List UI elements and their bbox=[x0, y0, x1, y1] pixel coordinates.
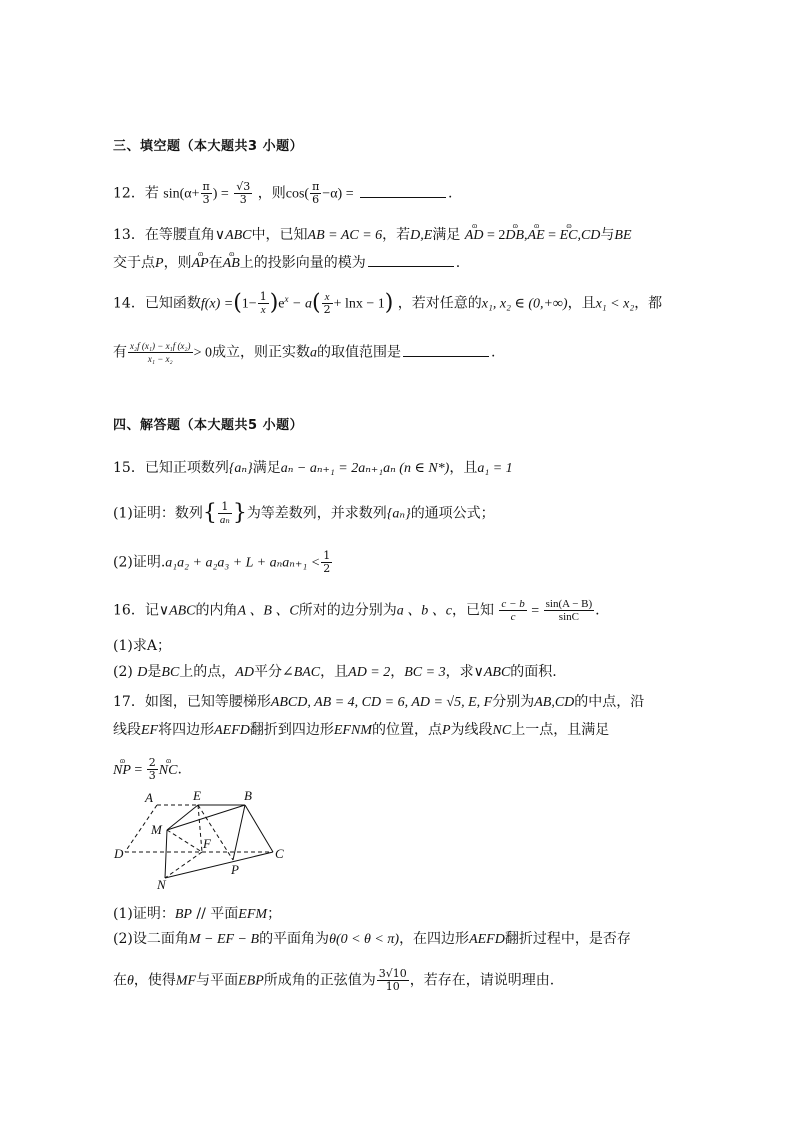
vector-ec: ɷ EC bbox=[560, 227, 578, 245]
vector-nc: ɷ NC bbox=[159, 762, 178, 780]
section-4-heading: 四、解答题（本大题共5 小题） bbox=[113, 418, 304, 433]
label-m: M bbox=[151, 822, 162, 837]
fraction-pi-6: $\frac{\pi}{6}$ bbox=[312, 180, 320, 206]
fraction-pi-3: $\frac{\pi}{3}$ bbox=[202, 180, 210, 206]
label-d: D bbox=[114, 846, 124, 861]
vector-db: ɷ DB bbox=[505, 227, 524, 245]
question-12: 12．若 sin(α+ $\frac{\pi}{3}$ ) = $\frac{√3}{3}$ ，则cos( $\frac{\pi}{6}$ −α) = . bbox=[113, 180, 453, 206]
question-16-part-1: (1)求A； bbox=[113, 638, 171, 654]
edge-f-n-dashed bbox=[165, 852, 202, 878]
geometry-figure bbox=[105, 788, 305, 898]
question-17-part-2-line-2: 在θ，使得MF与平面EBP所成角的正弦值为 $\frac{3√10}{10}$ ，若存在，请说明理由. bbox=[113, 967, 555, 993]
vector-ad: ɷ AD bbox=[465, 227, 484, 245]
label-n: N bbox=[157, 877, 166, 892]
edge-m-n bbox=[165, 830, 167, 878]
label-e: E bbox=[193, 788, 201, 803]
question-17-part-2: (2)设二面角M − EF − B的平面角为θ(0 < θ < π)，在四边形AEFD翻折过程中，是否存 bbox=[113, 931, 631, 947]
edge-m-f-dashed bbox=[167, 830, 202, 852]
section-3-heading: 三、填空题（本大题共3 小题） bbox=[113, 139, 304, 154]
question-16-line-1: 16．记∨ABC的内角A 、B 、C所对的边分别为a 、b 、c，已知 $\frac{c - b}{c}$ = $\frac{\sin(A - B)}{\sin C}$ . bbox=[113, 598, 600, 623]
question-14-line-2: 有 $\frac{\text{x₂f (x₁) − x₁f (x₂)}}{\text{x₁ − x₂}}$ > 0成立，则正实数a的取值范围是 . bbox=[113, 341, 496, 364]
question-17-part-1: (1)证明：BP // 平面EFM； bbox=[113, 906, 282, 922]
edge-m-e bbox=[167, 805, 198, 830]
question-13-line-2: 交于点P，则ɷ AP在ɷ AB上的投影向量的模为 . bbox=[113, 254, 460, 273]
edge-n-c bbox=[165, 852, 273, 878]
answer-blank-14[interactable] bbox=[403, 344, 489, 357]
label-f: F bbox=[203, 836, 211, 851]
question-17-line-3: ɷ NP = $\frac{2}{3}$ ɷ NC. bbox=[113, 757, 182, 782]
label-b: B bbox=[244, 788, 252, 803]
vector-ab: ɷ AB bbox=[223, 255, 240, 273]
question-17-line-2: 线段EF将四边形AEFD翻折到四边形EFNM的位置，点P为线段NC上一点，且满足 bbox=[113, 722, 610, 738]
fraction-condition: $\frac{\text{x₂f (x₁) − x₁f (x₂)}}{\text{x₁ − x₂}}$ bbox=[130, 341, 191, 364]
question-14-line-1: 14．已知函数f(x) =(1− $\frac{1}{x}$ )$e^x - a$( $\frac{x}{2}$ + lnx − 1) ，若对任意的x₁, x₂ ∈ (0,+∞)，且x₁ < x₂，都 bbox=[113, 290, 663, 317]
question-15-part-1: (1)证明：数列{ $\frac{1}{\text{aₙ}}$ }为等差数列，并求数列{aₙ}的通项公式； bbox=[113, 500, 495, 526]
question-15-line-1: 15．已知正项数列{aₙ}满足aₙ − aₙ₊₁ = 2aₙ₊₁aₙ (n ∈ N*)，且a₁ = 1 bbox=[113, 460, 513, 476]
vector-ae: ɷ AE bbox=[528, 227, 545, 245]
vector-np: ɷ NP bbox=[113, 762, 131, 780]
edge-b-c bbox=[245, 805, 273, 852]
question-13-line-1: 13．在等腰直角∨ABC中，已知AB = AC = 6，若D,E满足 ɷ AD = 2ɷ DB,ɷ AE = ɷ EC,CD与BE bbox=[113, 226, 632, 245]
vector-ap: ɷ AP bbox=[192, 255, 209, 273]
edge-m-b bbox=[167, 805, 245, 830]
label-a: A bbox=[145, 790, 153, 805]
answer-blank-12[interactable] bbox=[360, 185, 446, 198]
edge-e-f-dashed bbox=[198, 805, 202, 852]
question-17-line-1: 17．如图，已知等腰梯形ABCD, AB = 4, CD = 6, AD = √5, E, F分别为AB,CD的中点，沿 bbox=[113, 694, 645, 710]
label-p: P bbox=[231, 862, 239, 877]
label-c: C bbox=[275, 846, 284, 861]
answer-blank-13[interactable] bbox=[368, 254, 454, 267]
question-16-part-2: (2) D是BC上的点，AD平分∠BAC，且AD = 2，BC = 3，求∨ABC的面积. bbox=[113, 664, 557, 680]
fraction-sqrt3-3: $\frac{√3}{3}$ bbox=[236, 180, 251, 206]
question-15-part-2: (2)证明.a₁a₂ + a₂a₃ + L + aₙaₙ₊₁ < $\frac{1}{2}$ bbox=[113, 549, 331, 575]
